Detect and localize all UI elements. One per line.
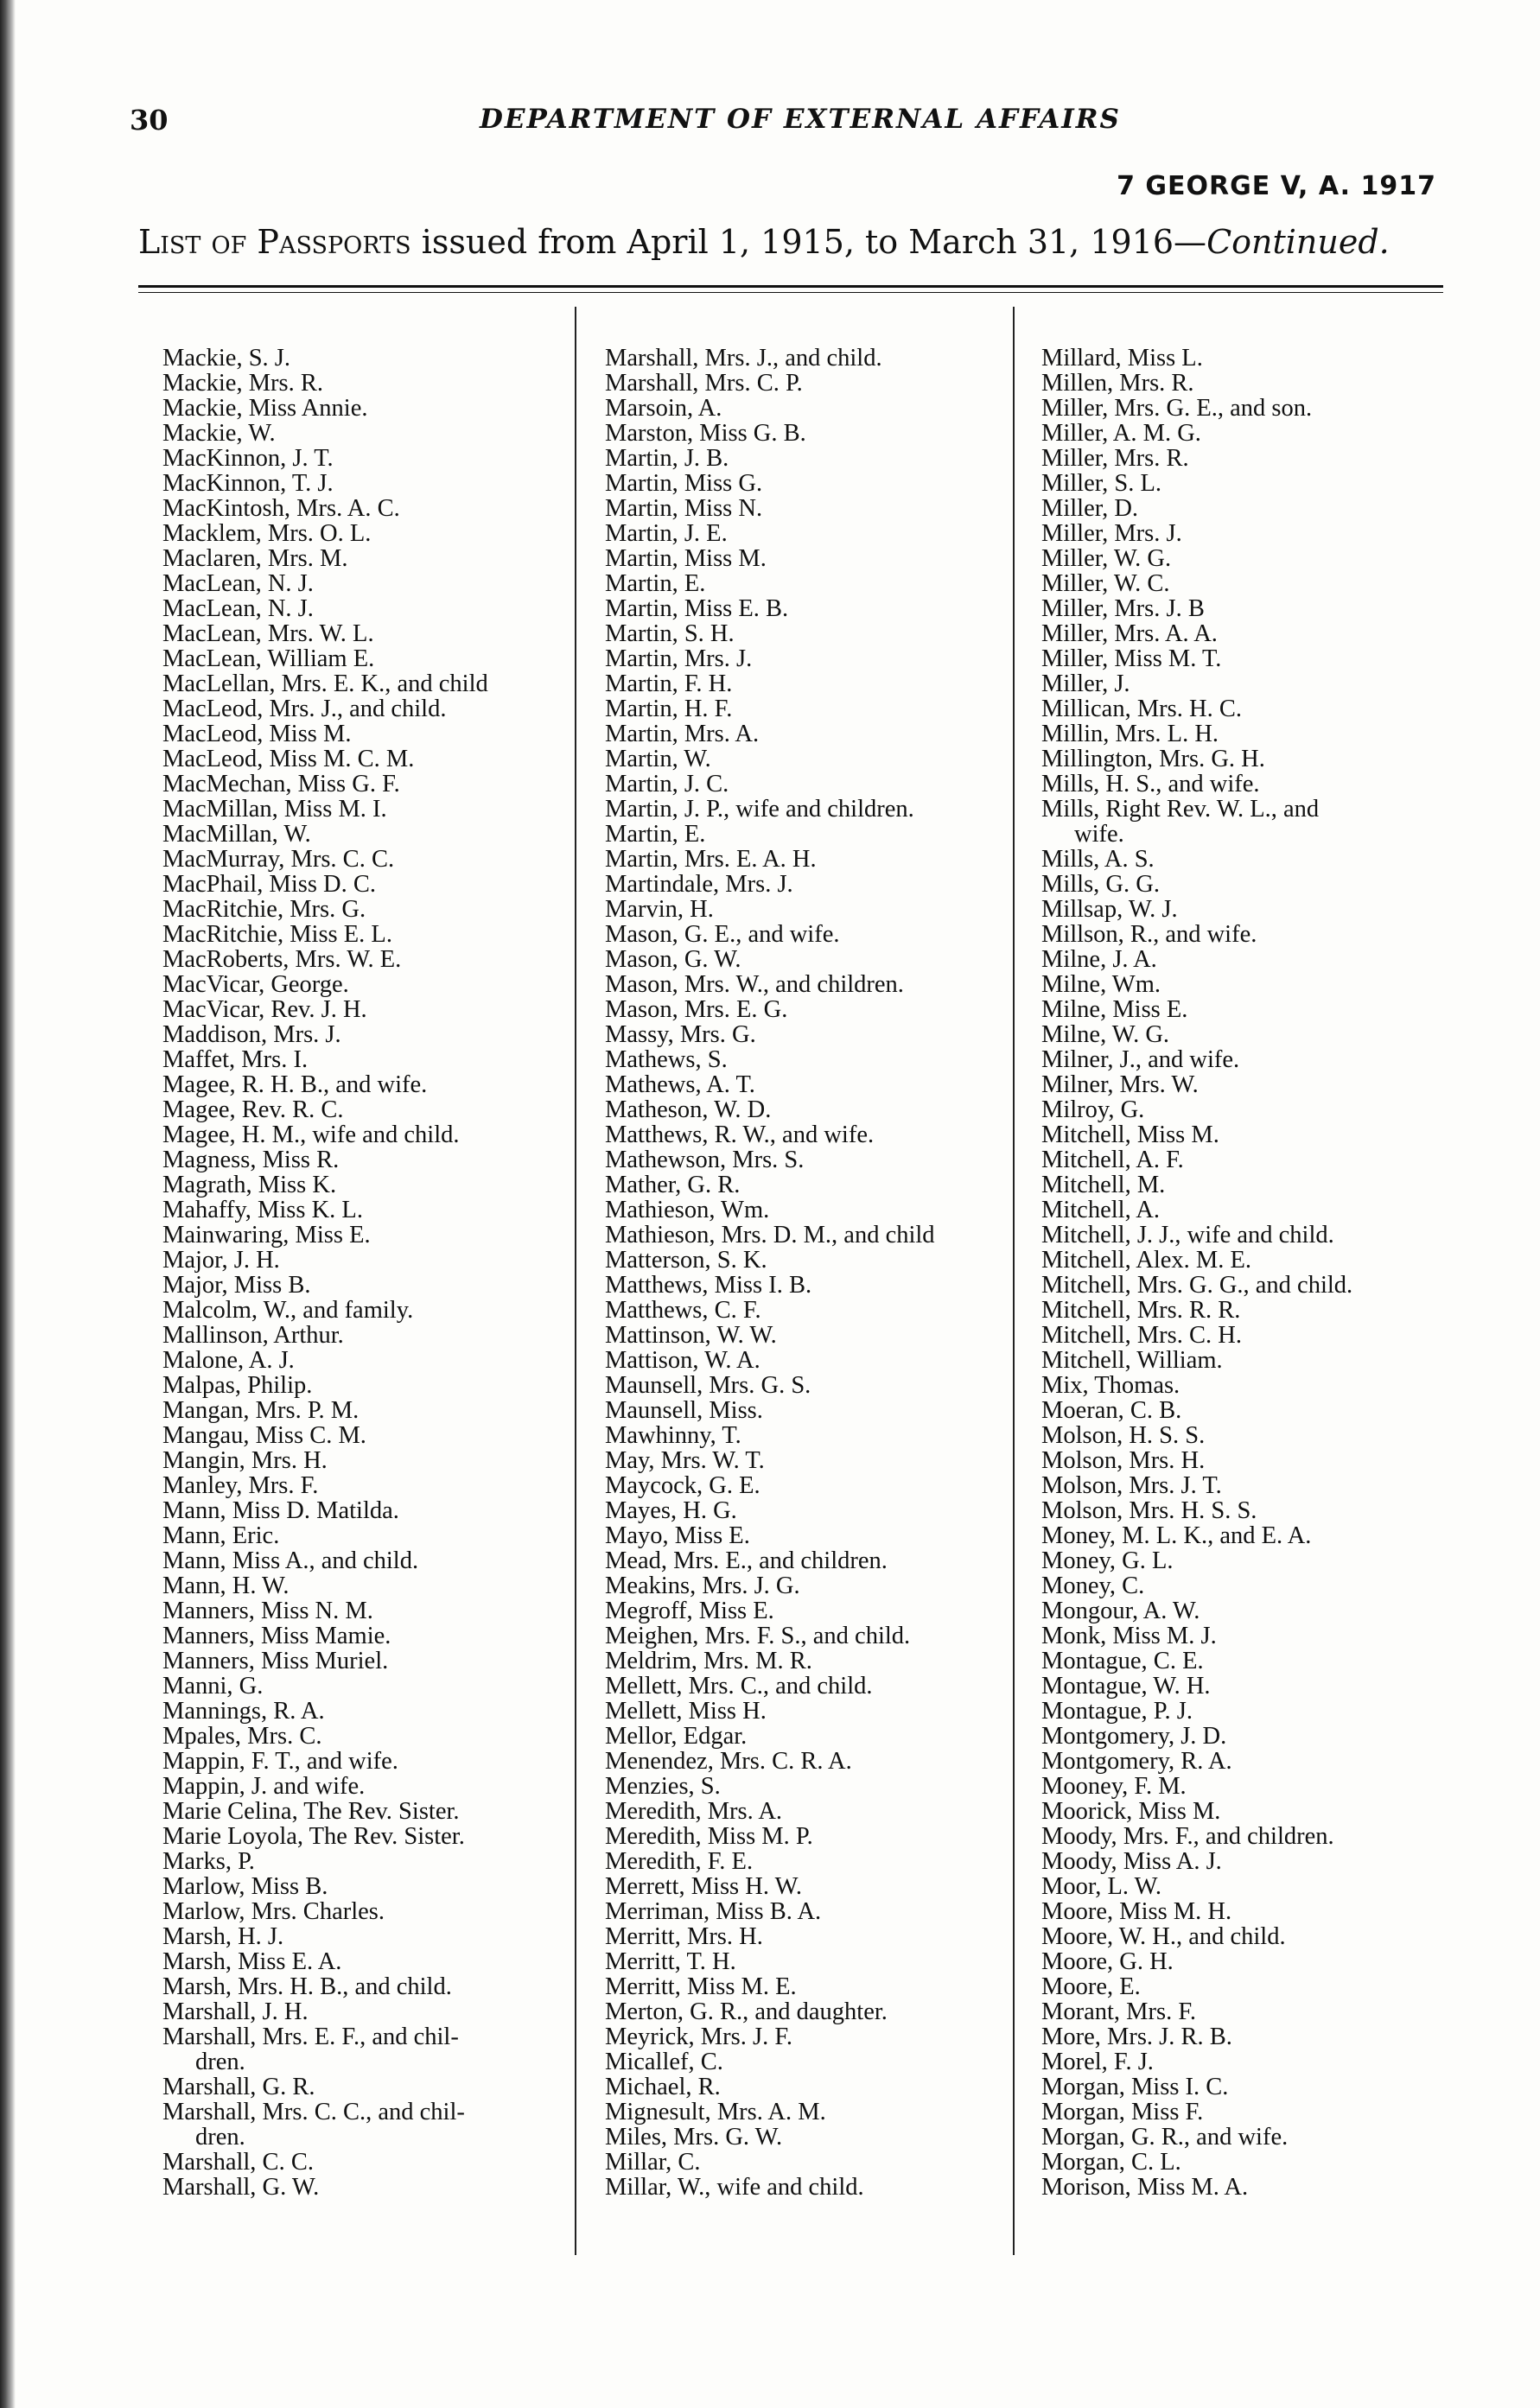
passport-entry: Millard, Miss L. [1041,345,1203,372]
passport-entry: MacRitchie, Mrs. G. [162,896,366,923]
passport-entry: wife. [1074,821,1124,848]
passport-entry: Micallef, C. [605,2049,723,2075]
passport-entry: Morgan, C. L. [1041,2149,1181,2176]
passport-entry: Mattinson, W. W. [605,1322,777,1349]
passport-entry: Matthews, C. F. [605,1297,761,1324]
passport-entry: MacVicar, Rev. J. H. [162,996,367,1023]
passport-entry: Merritt, T. H. [605,1948,736,1975]
passport-entry: Major, Miss B. [162,1272,311,1299]
passport-entry: Mainwaring, Miss E. [162,1222,371,1248]
passport-entry: Miller, D. [1041,495,1139,522]
passport-entry: Michael, R. [605,2074,721,2100]
passport-entry: Money, C. [1041,1573,1145,1599]
passport-entry: Mitchell, Miss M. [1041,1121,1219,1148]
list-title-continued: Continued. [1206,223,1390,261]
passport-entry: Mills, H. S., and wife. [1041,771,1260,797]
passport-entry: Maunsell, Miss. [605,1397,763,1424]
passport-entry: Marshall, J. H. [162,1998,309,2025]
passport-entry: Mappin, F. T., and wife. [162,1748,398,1775]
passport-entry: Maclaren, Mrs. M. [162,545,348,572]
passport-entry: Millar, W., wife and child. [605,2174,864,2201]
page-number: 30 [130,104,169,137]
passport-entry: Monk, Miss M. J. [1041,1623,1217,1649]
passport-entry: Matheson, W. D. [605,1096,772,1123]
passport-entry: Meakins, Mrs. J. G. [605,1573,800,1599]
passport-entry: Morel, F. J. [1041,2049,1154,2075]
passport-entry: Mason, Mrs. E. G. [605,996,788,1023]
passport-entry: MacLean, Mrs. W. L. [162,620,374,647]
passport-entry: Massy, Mrs. G. [605,1021,756,1048]
passport-entry: Marshall, Mrs. C. P. [605,370,803,397]
passport-entry: MacLeod, Miss M. C. M. [162,746,415,772]
passport-entry: Mangau, Miss C. M. [162,1422,366,1449]
passport-entry: Marshall, Mrs. E. F., and chil- [162,2024,459,2050]
passport-entry: Mackie, W. [162,420,276,447]
passport-entry: Milne, W. G. [1041,1021,1170,1048]
passport-entry: Mitchell, M. [1041,1172,1166,1198]
passport-entry: MacLeod, Miss M. [162,721,352,747]
passport-entry: Miller, Mrs. J. B [1041,595,1205,622]
passport-entry: MacMurray, Mrs. C. C. [162,846,395,873]
passport-entry: Merritt, Miss M. E. [605,1973,797,2000]
passport-entry: Mitchell, Mrs. R. R. [1041,1297,1241,1324]
passport-entry: Molson, Mrs. H. [1041,1447,1206,1474]
passport-entry: Mackie, Mrs. R. [162,370,324,397]
passport-entry: MacMillan, W. [162,821,311,848]
passport-entry: MacPhail, Miss D. C. [162,871,377,898]
passport-entry: Mathews, S. [605,1046,728,1073]
passport-entry: Marks, P. [162,1848,255,1875]
passport-entry: Mathews, A. T. [605,1071,755,1098]
passport-entry: Mason, G. W. [605,946,741,973]
passport-entry: Magrath, Miss K. [162,1172,337,1198]
passport-entry: Millar, C. [605,2149,701,2176]
passport-entry: Marshall, C. C. [162,2149,314,2176]
passport-entry: Montgomery, J. D. [1041,1723,1227,1750]
passport-entry: Mitchell, William. [1041,1347,1223,1374]
passport-entry: Martin, E. [605,570,706,597]
passport-entry: Manners, Miss Muriel. [162,1648,389,1674]
passport-entry: Meredith, F. E. [605,1848,754,1875]
passport-entry: MacKintosh, Mrs. A. C. [162,495,400,522]
passport-entry: Merriman, Miss B. A. [605,1898,822,1925]
passport-entry: Miller, J. [1041,670,1130,697]
passport-entry: Milne, J. A. [1041,946,1157,973]
passport-entry: Mattison, W. A. [605,1347,760,1374]
passport-entry: Manni, G. [162,1673,264,1700]
passport-entry: Marshall, G. W. [162,2174,320,2201]
passport-entry: Marsh, Mrs. H. B., and child. [162,1973,452,2000]
title-rule-thin [138,292,1443,293]
passport-entry: Mangin, Mrs. H. [162,1447,328,1474]
passport-entry: Mather, G. R. [605,1172,741,1198]
passport-entry: Moore, E. [1041,1973,1141,2000]
passport-entry: Matterson, S. K. [605,1247,767,1274]
passport-entry: Maycock, G. E. [605,1472,760,1499]
passport-entry: Martin, W. [605,746,711,772]
passport-entry: Moore, Miss M. H. [1041,1898,1232,1925]
passport-entry: Morgan, G. R., and wife. [1041,2124,1289,2151]
passport-entry: Millsap, W. J. [1041,896,1178,923]
passport-entry: Mellor, Edgar. [605,1723,748,1750]
passport-entry: Martin, J. E. [605,520,728,547]
passport-entry: Milner, J., and wife. [1041,1046,1240,1073]
passport-entry: Moore, W. H., and child. [1041,1923,1286,1950]
passport-entry: Mannings, R. A. [162,1698,325,1725]
column-divider-1 [575,307,576,2255]
passport-entry: Moeran, C. B. [1041,1397,1182,1424]
passport-entry: Menzies, S. [605,1773,721,1800]
passport-entry: Manley, Mrs. F. [162,1472,319,1499]
passport-entry: MacMechan, Miss G. F. [162,771,400,797]
passport-entry: Moody, Mrs. F., and children. [1041,1823,1334,1850]
passport-entry: Miller, A. M. G. [1041,420,1201,447]
passport-entry: Menendez, Mrs. C. R. A. [605,1748,852,1775]
passport-entry: Millican, Mrs. H. C. [1041,696,1242,722]
passport-entry: Millington, Mrs. G. H. [1041,746,1265,772]
passport-entry: Mann, Miss A., and child. [162,1547,419,1574]
passport-entry: Mooney, F. M. [1041,1773,1187,1800]
passport-entry: Miller, W. C. [1041,570,1170,597]
passport-entry: Mason, G. E., and wife. [605,921,840,948]
passport-entry: Martin, Mrs. J. [605,645,753,672]
passport-entry: Mongour, A. W. [1041,1598,1200,1624]
session-reference: 7 GEORGE V, A. 1917 [1117,171,1436,201]
passport-entry: Major, J. H. [162,1247,280,1274]
passport-entry: Mawhinny, T. [605,1422,741,1449]
passport-entry: Martin, H. F. [605,696,733,722]
passport-entry: Martin, Miss N. [605,495,763,522]
running-head: DEPARTMENT OF EXTERNAL AFFAIRS [480,104,1121,135]
passport-entry: Mix, Thomas. [1041,1372,1180,1399]
passport-entry: Miller, Mrs. J. [1041,520,1182,547]
passport-entry: Money, M. L. K., and E. A. [1041,1522,1312,1549]
passport-entry: Milne, Wm. [1041,971,1161,998]
passport-entry: Moore, G. H. [1041,1948,1174,1975]
passport-entry: Milne, Miss E. [1041,996,1188,1023]
passport-entry: Mathieson, Wm. [605,1197,770,1223]
passport-entry: Molson, H. S. S. [1041,1422,1206,1449]
passport-entry: Mignesult, Mrs. A. M. [605,2099,826,2125]
passport-entry: Mitchell, Alex. M. E. [1041,1247,1252,1274]
passport-entry: MacLellan, Mrs. E. K., and child [162,670,488,697]
passport-entry: Magee, Rev. R. C. [162,1096,344,1123]
passport-entry: Marvin, H. [605,896,714,923]
passport-entry: Magness, Miss R. [162,1147,340,1173]
passport-entry: Miller, W. G. [1041,545,1172,572]
passport-entry: Mackie, Miss Annie. [162,395,368,422]
passport-entry: Magee, R. H. B., and wife. [162,1071,428,1098]
passport-entry: Martindale, Mrs. J. [605,871,793,898]
passport-entry: Mann, Eric. [162,1522,280,1549]
passport-entry: Meighen, Mrs. F. S., and child. [605,1623,911,1649]
passport-entry: Montague, W. H. [1041,1673,1211,1700]
passport-entry: May, Mrs. W. T. [605,1447,765,1474]
passport-entry: Martin, Miss G. [605,470,763,497]
passport-entry: Meredith, Miss M. P. [605,1823,813,1850]
passport-entry: Meldrim, Mrs. M. R. [605,1648,812,1674]
passport-entry: MacLeod, Mrs. J., and child. [162,696,447,722]
passport-entry: Miller, S. L. [1041,470,1161,497]
passport-entry: Miller, Mrs. A. A. [1041,620,1218,647]
passport-entry: Marsh, H. J. [162,1923,284,1950]
passport-entry: Milner, Mrs. W. [1041,1071,1199,1098]
passport-entry: Matthews, R. W., and wife. [605,1121,875,1148]
passport-entry: Mills, Right Rev. W. L., and [1041,796,1320,823]
passport-entry: Mitchell, Mrs. C. H. [1041,1322,1242,1349]
list-title-small-caps: List of Passports [138,223,411,261]
passport-entry: Moody, Miss A. J. [1041,1848,1222,1875]
passport-entry: Malpas, Philip. [162,1372,313,1399]
passport-entry: Marie Loyola, The Rev. Sister. [162,1823,465,1850]
passport-entry: Mitchell, J. J., wife and child. [1041,1222,1334,1248]
passport-entry: Maddison, Mrs. J. [162,1021,341,1048]
passport-entry: Mappin, J. and wife. [162,1773,366,1800]
passport-entry: Montague, P. J. [1041,1698,1193,1725]
passport-entry: Marsh, Miss E. A. [162,1948,342,1975]
passport-entry: Marshall, Mrs. J., and child. [605,345,882,372]
page-binding-edge [0,0,16,2408]
passport-entry: Montague, C. E. [1041,1648,1204,1674]
passport-entry: Marlow, Miss B. [162,1873,328,1900]
passport-entry: Mason, Mrs. W., and children. [605,971,904,998]
column-divider-2 [1013,307,1015,2255]
passport-entry: Mayes, H. G. [605,1497,737,1524]
passport-entry: Moor, L. W. [1041,1873,1161,1900]
passport-entry: MacMillan, Miss M. I. [162,796,387,823]
passport-column-3 [1041,346,1448,2200]
passport-entry: Miller, Mrs. G. E., and son. [1041,395,1313,422]
passport-entry: Mayo, Miss E. [605,1522,750,1549]
passport-column-2 [605,346,1007,2200]
passport-entry: Molson, Mrs. H. S. S. [1041,1497,1257,1524]
passport-entry: Martin, Miss E. B. [605,595,789,622]
passport-entry: MacLean, N. J. [162,595,314,622]
passport-entry: Mitchell, A. [1041,1197,1160,1223]
passport-entry: Mead, Mrs. E., and children. [605,1547,888,1574]
passport-entry: Martin, E. [605,821,706,848]
passport-entry: MacLean, N. J. [162,570,314,597]
passport-entry: MacRoberts, Mrs. W. E. [162,946,402,973]
passport-entry: Merton, G. R., and daughter. [605,1998,888,2025]
passport-entry: Morgan, Miss I. C. [1041,2074,1229,2100]
passport-entry: Martin, S. H. [605,620,735,647]
passport-entry: Merrett, Miss H. W. [605,1873,802,1900]
passport-entry: Mpales, Mrs. C. [162,1723,322,1750]
passport-entry: Marlow, Mrs. Charles. [162,1898,385,1925]
passport-entry: Mahaffy, Miss K. L. [162,1197,363,1223]
passport-entry: Matthews, Miss I. B. [605,1272,812,1299]
passport-entry: Mann, H. W. [162,1573,290,1599]
passport-entry: dren. [195,2124,245,2151]
passport-entry: Mellett, Miss H. [605,1698,767,1725]
passport-entry: Mallinson, Arthur. [162,1322,344,1349]
passport-entry: Marshall, G. R. [162,2074,315,2100]
list-title [138,223,1445,261]
passport-entry: Millson, R., and wife. [1041,921,1257,948]
passport-entry: Macklem, Mrs. O. L. [162,520,372,547]
passport-entry: More, Mrs. J. R. B. [1041,2024,1232,2050]
passport-entry: MacVicar, George. [162,971,349,998]
passport-entry: Malone, A. J. [162,1347,295,1374]
passport-entry: Montgomery, R. A. [1041,1748,1232,1775]
passport-entry: Marston, Miss G. B. [605,420,806,447]
passport-entry: Merritt, Mrs. H. [605,1923,763,1950]
passport-entry: Miles, Mrs. G. W. [605,2124,783,2151]
passport-entry: Magee, H. M., wife and child. [162,1121,460,1148]
passport-column-1 [162,346,569,2200]
passport-entry: MacRitchie, Miss E. L. [162,921,392,948]
passport-entry: Martin, Mrs. E. A. H. [605,846,817,873]
passport-entry: Marshall, Mrs. C. C., and chil- [162,2099,465,2125]
passport-entry: Morgan, Miss F. [1041,2099,1204,2125]
passport-entry: Mitchell, A. F. [1041,1147,1184,1173]
passport-entry: Morant, Mrs. F. [1041,1998,1197,2025]
passport-entry: Mills, A. S. [1041,846,1155,873]
passport-entry: Malcolm, W., and family. [162,1297,414,1324]
passport-entry: Mathewson, Mrs. S. [605,1147,805,1173]
passport-entry: Mills, G. G. [1041,871,1160,898]
title-rule-thick [138,285,1443,288]
passport-entry: Meredith, Mrs. A. [605,1798,783,1825]
passport-entry: Martin, F. H. [605,670,733,697]
passport-entry: Marie Celina, The Rev. Sister. [162,1798,460,1825]
passport-entry: Megroff, Miss E. [605,1598,774,1624]
passport-entry: Maunsell, Mrs. G. S. [605,1372,811,1399]
passport-entry: Marsoin, A. [605,395,722,422]
passport-entry: Mackie, S. J. [162,345,291,372]
passport-entry: Meyrick, Mrs. J. F. [605,2024,793,2050]
list-title-main: issued from April 1, 1915, to March 31, 1916— [421,223,1207,261]
passport-entry: dren. [195,2049,245,2075]
passport-entry: Maffet, Mrs. I. [162,1046,309,1073]
passport-entry: Mellett, Mrs. C., and child. [605,1673,873,1700]
passport-entry: Millen, Mrs. R. [1041,370,1194,397]
passport-entry: Mitchell, Mrs. G. G., and child. [1041,1272,1353,1299]
passport-entry: Miller, Miss M. T. [1041,645,1222,672]
passport-entry: Martin, J. C. [605,771,729,797]
passport-entry: Molson, Mrs. J. T. [1041,1472,1222,1499]
passport-entry: Milroy, G. [1041,1096,1145,1123]
passport-entry: Miller, Mrs. R. [1041,445,1189,472]
passport-entry: Martin, J. P., wife and children. [605,796,914,823]
passport-entry: Moorick, Miss M. [1041,1798,1221,1825]
passport-entry: Mann, Miss D. Matilda. [162,1497,399,1524]
passport-entry: Money, G. L. [1041,1547,1174,1574]
passport-entry: Martin, Mrs. A. [605,721,760,747]
passport-entry: Martin, J. B. [605,445,729,472]
passport-entry: Martin, Miss M. [605,545,767,572]
passport-entry: Manners, Miss Mamie. [162,1623,391,1649]
passport-entry: MacLean, William E. [162,645,375,672]
passport-entry: Millin, Mrs. L. H. [1041,721,1219,747]
passport-entry: Manners, Miss N. M. [162,1598,373,1624]
passport-entry: Morison, Miss M. A. [1041,2174,1249,2201]
passport-entry: Mangan, Mrs. P. M. [162,1397,360,1424]
passport-entry: MacKinnon, T. J. [162,470,334,497]
passport-entry: MacKinnon, J. T. [162,445,334,472]
passport-entry: Mathieson, Mrs. D. M., and child [605,1222,935,1248]
